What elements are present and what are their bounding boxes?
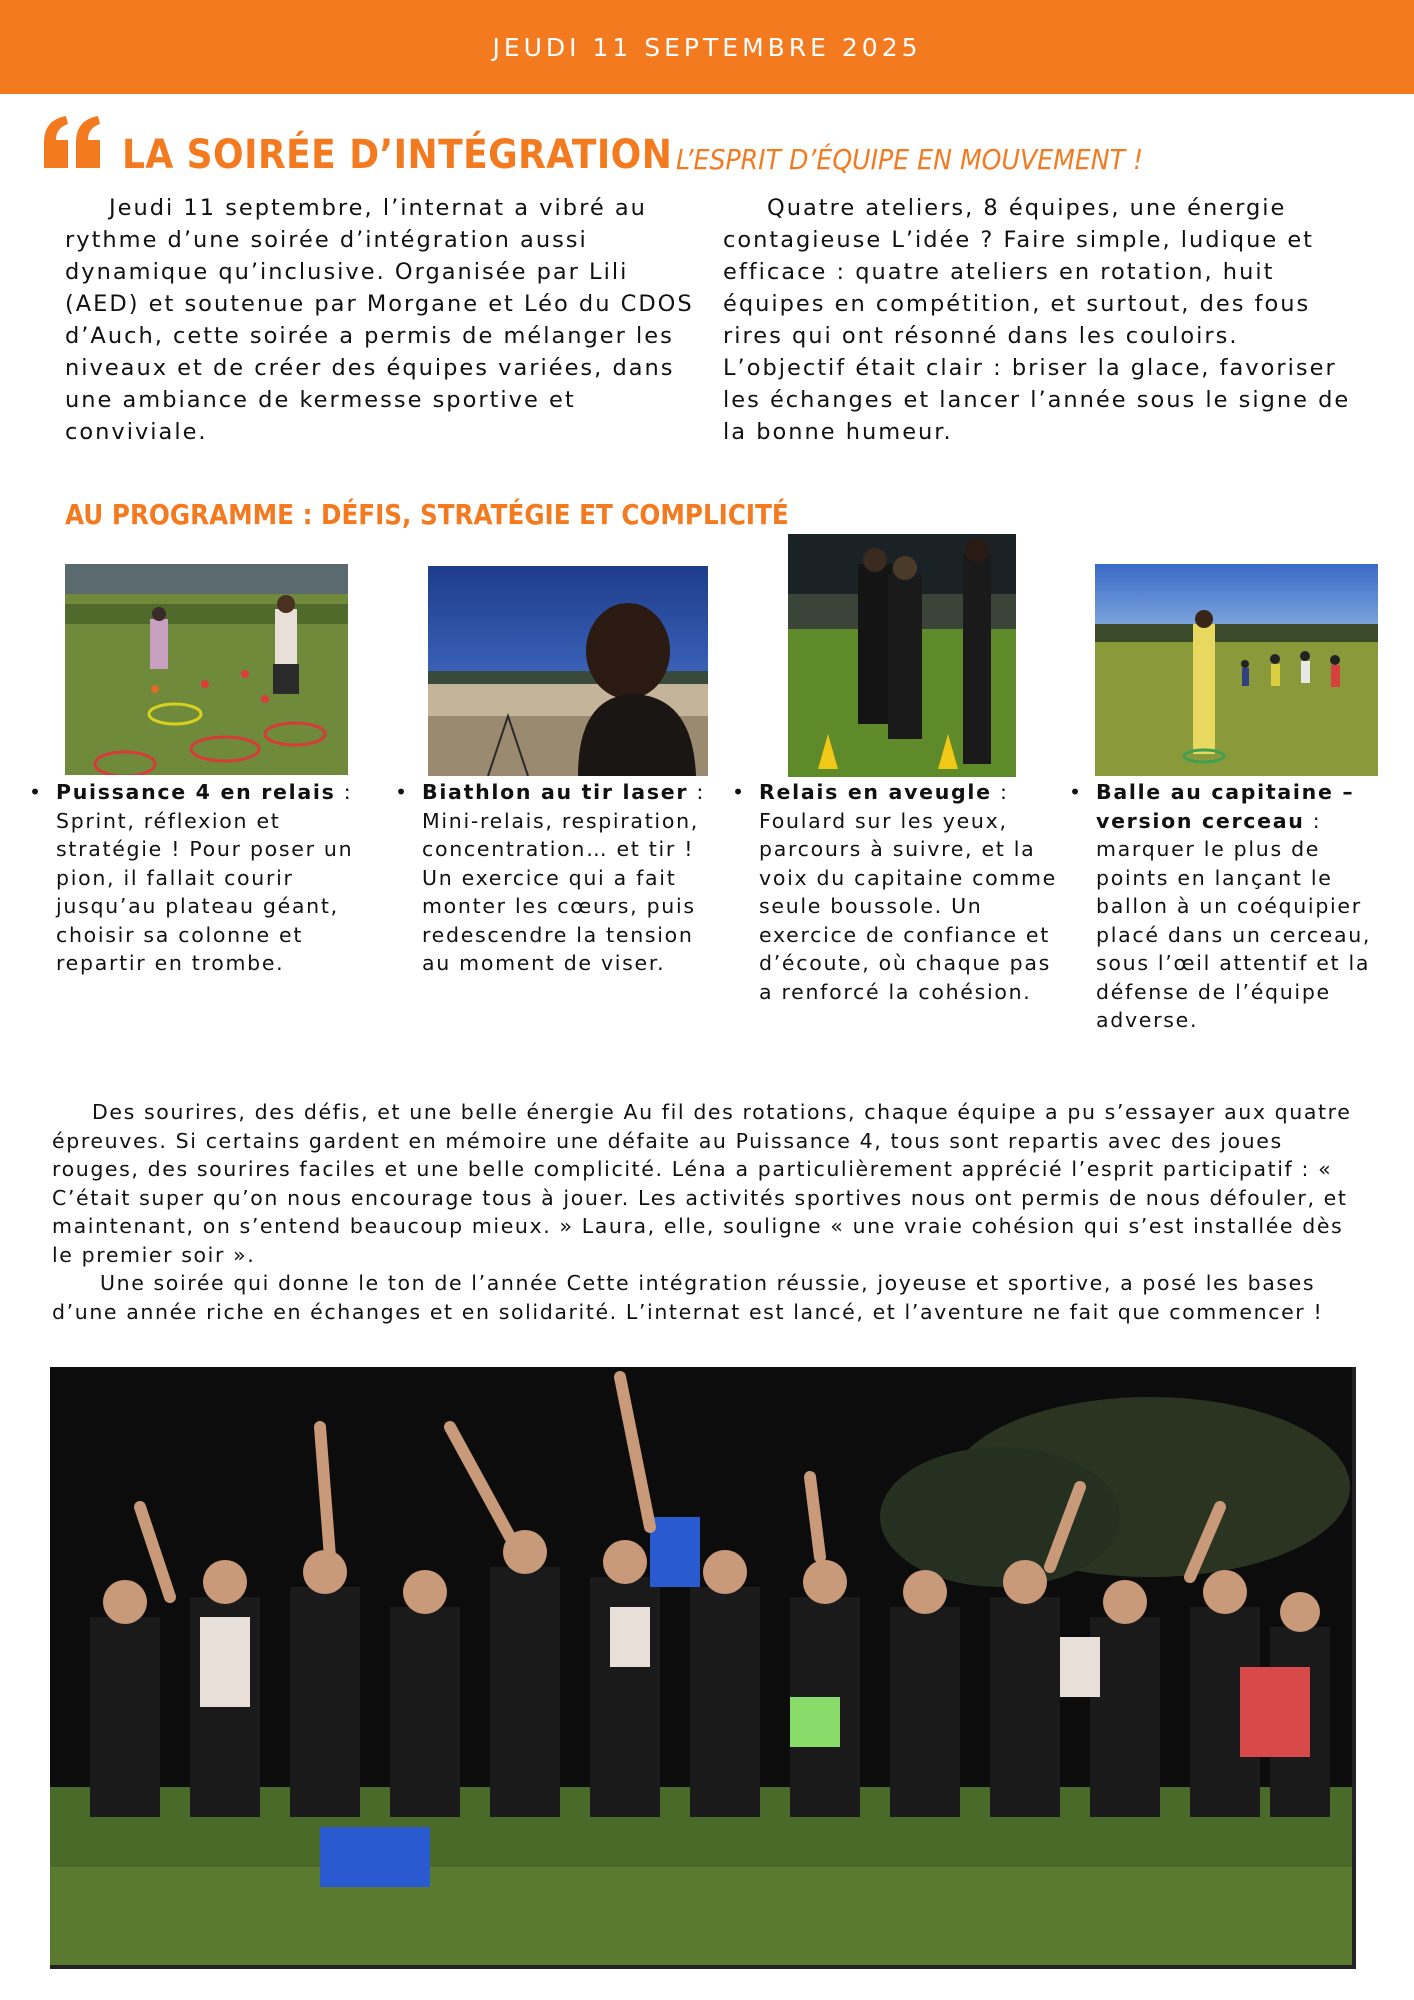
- activity-sep: :: [688, 780, 705, 804]
- activity-sep: :: [1304, 808, 1322, 833]
- activity-name: Relais en aveugle: [759, 780, 992, 804]
- section-heading: AU PROGRAMME : DÉFIS, STRATÉGIE ET COMPLICITÉ: [65, 498, 789, 531]
- bullet-icon: •: [732, 780, 746, 804]
- bullet-icon: •: [1069, 780, 1083, 804]
- activity-name: Biathlon au tir laser: [422, 780, 689, 804]
- photo-relais-aveugle: [788, 534, 1016, 777]
- activity-text: Foulard sur les yeux, parcours à suivre, et la voix du capitaine comme seule boussole. Un exercice de confiance et d’écoute, où chaque pas a renforcé la cohésion.: [759, 808, 1057, 1004]
- article-subtitle: L’ESPRIT D’ÉQUIPE EN MOUVEMENT !: [676, 143, 1144, 176]
- closing-text: [52, 1098, 1372, 1326]
- closing-paragraph-2: Une soirée qui donne le ton de l’année Cette intégration réussie, joyeuse et sportive, a posé les bases d’une année riche en échanges et en solidarité. L’internat est lancé, et l’aventure ne fait que commencer !: [52, 1271, 1324, 1324]
- activity-name: Balle au capitaine – version cerceau: [1096, 780, 1355, 833]
- intro-right-paragraph: Quatre ateliers, 8 équipes, une énergie contagieuse L’idée ? Faire simple, ludique et efficace : quatre ateliers en rotation, huit équipes en compétition, et surtout, des fous rires qui ont résonné dans les couloirs. L’objectif était clair : briser la glace, favoriser les échanges et lancer l’année sous le signe de la bonne humeur.: [723, 195, 1351, 445]
- bullet-icon: •: [395, 780, 409, 804]
- photo-balle-capitaine: [1095, 564, 1378, 776]
- activity-sep: :: [991, 780, 1009, 804]
- activity-biathlon: [395, 778, 722, 978]
- activity-text: Mini-relais, respiration, concentration… et tir ! Un exercice qui a fait monter les cœurs, puis redescendre la tension au moment de viser.: [422, 808, 699, 975]
- photo-biathlon: [428, 566, 708, 776]
- article-title: LA SOIRÉE D’INTÉGRATION: [122, 132, 673, 178]
- activity-puissance-4: [29, 778, 356, 978]
- date-banner: [0, 0, 1414, 94]
- activity-text: Sprint, réflexion et stratégie ! Pour poser un pion, il fallait courir jusqu’au plateau géant, choisir sa colonne et repartir en trombe.: [56, 808, 354, 975]
- date-text: JEUDI 11 SEPTEMBRE 2025: [492, 32, 922, 62]
- quote-icon: [40, 112, 104, 192]
- activity-text: marquer le plus de points en lançant le ballon à un coéquipier placé dans un cerceau, sous l’œil attentif et la défense de l’équipe adverse.: [1096, 837, 1372, 1032]
- photo-puissance-4: [65, 564, 348, 775]
- closing-paragraph-1: Des sourires, des défis, et une belle énergie Au fil des rotations, chaque équipe a pu s’essayer aux quatre épreuves. Si certains gardent en mémoire une défaite au Puissance 4, tous sont repartis avec des joues rouges, des sourires faciles et une belle complicité. Léna a particulièrement apprécié l’esprit participatif : « C’était super qu’on nous encourage tous à jouer. Les activités sportives nous ont permis de nous défouler, et maintenant, on s’entend beaucoup mieux. » Laura, elle, souligne « une vraie cohésion qui s’est installée dès le premier soir ».: [52, 1100, 1352, 1267]
- activity-name: Puissance 4 en relais: [56, 780, 336, 804]
- activity-balle-capitaine: [1069, 778, 1396, 1035]
- intro-left-paragraph: Jeudi 11 septembre, l’internat a vibré au rythme d’une soirée d’intégration aussi dynamique qu’inclusive. Organisée par Lili (AED) et soutenue par Morgane et Léo du CDOS d’Auch, cette soirée a permis de mélanger les niveaux et de créer des équipes variées, dans une ambiance de kermesse sportive et conviviale.: [65, 195, 694, 445]
- bullet-icon: •: [29, 780, 43, 804]
- activity-relais-aveugle: [732, 778, 1059, 1006]
- group-photo: [50, 1367, 1356, 1969]
- activity-sep: :: [335, 780, 353, 804]
